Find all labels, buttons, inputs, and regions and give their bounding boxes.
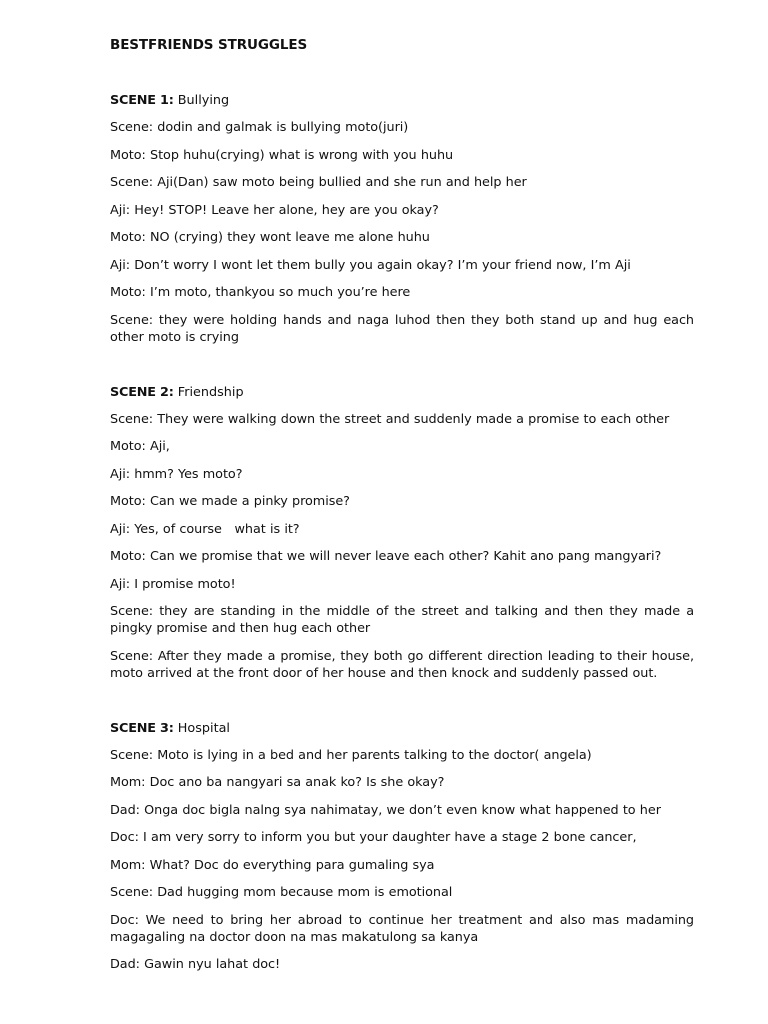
- script-line: Mom: Doc ano ba nangyari sa anak ko? Is she okay?: [110, 775, 445, 790]
- script-line: Aji: Yes, of course what is it?: [110, 521, 300, 537]
- scene-number: SCENE 3:: [110, 720, 174, 736]
- scene-3: [110, 720, 694, 974]
- script-line: Aji: hmm? Yes moto?: [110, 466, 243, 482]
- scene-name: Friendship: [177, 384, 244, 400]
- scene-1: [110, 92, 694, 346]
- script-line: Doc: I am very sorry to inform you but your daughter have a stage 2 bone cancer,: [110, 830, 637, 845]
- script-line: Aji: I promise moto!: [110, 576, 236, 592]
- script-line: Scene: Aji(Dan) saw moto being bullied and she run and help her: [110, 175, 527, 190]
- scene-name: Hospital: [177, 720, 230, 736]
- script-line: Aji: Don’t worry I wont let them bully you again okay? I’m your friend now, I’m Aji: [110, 257, 631, 273]
- script-line: Scene: After they made a promise, they both go different direction leading to their house, moto arrived at the front door of her house and then knock and suddenly passed out.: [110, 648, 694, 681]
- script-line: Doc: We need to bring her abroad to continue her treatment and also mas madaming magagaling na doctor doon na mas makatulong sa kanya: [110, 912, 694, 945]
- scene-2: [110, 384, 694, 682]
- script-line: Moto: NO (crying) they wont leave me alone huhu: [110, 230, 430, 245]
- script-line: Moto: Can we promise that we will never leave each other? Kahit ano pang mangyari?: [110, 549, 662, 564]
- script-line: Scene: Moto is lying in a bed and her parents talking to the doctor( angela): [110, 747, 592, 763]
- script-line: Dad: Gawin nyu lahat doc!: [110, 957, 281, 972]
- script-line: Scene: they were holding hands and naga luhod then they both stand up and hug each other moto is crying: [110, 312, 694, 345]
- script-line: Scene: Dad hugging mom because mom is emotional: [110, 885, 453, 900]
- scene-number: SCENE 2:: [110, 384, 174, 400]
- document-title: BESTFRIENDS STRUGGLES: [110, 37, 308, 53]
- script-line: Mom: What? Doc do everything para gumaling sya: [110, 857, 435, 873]
- script-line: Moto: Aji,: [110, 439, 170, 454]
- script-line: Moto: I’m moto, thankyou so much you’re here: [110, 285, 411, 300]
- scene-heading: [110, 720, 694, 737]
- script-line: Scene: dodin and galmak is bullying moto(juri): [110, 120, 409, 135]
- script-line: Scene: They were walking down the street and suddenly made a promise to each other: [110, 411, 670, 427]
- scene-name: Bullying: [177, 93, 230, 108]
- script-line: Dad: Onga doc bigla nalng sya nahimatay, we don’t even know what happened to her: [110, 802, 661, 818]
- document-page: [110, 36, 694, 984]
- script-line: Aji: Hey! STOP! Leave her alone, hey are you okay?: [110, 202, 439, 218]
- script-line: Moto: Can we made a pinky promise?: [110, 494, 350, 509]
- scene-heading: [110, 384, 694, 401]
- script-line: Moto: Stop huhu(crying) what is wrong with you huhu: [110, 147, 454, 163]
- scene-number: SCENE 1:: [110, 93, 174, 108]
- script-line: Scene: they are standing in the middle of the street and talking and then they made a pingky promise and then hug each other: [110, 604, 694, 636]
- scene-heading: [110, 92, 694, 109]
